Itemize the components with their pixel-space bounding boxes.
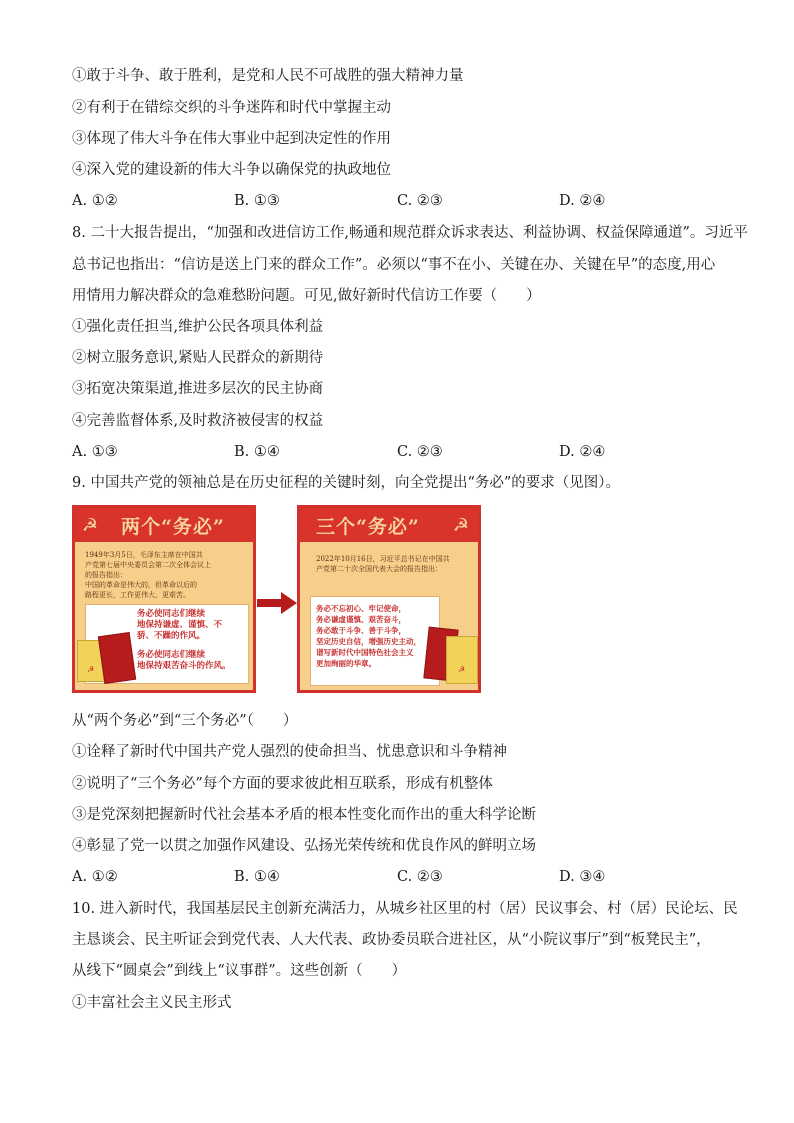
q7-choices xyxy=(72,191,732,211)
q8-choice-a: A. ①③ xyxy=(72,444,118,460)
q7-choice-a: A. ①② xyxy=(72,193,118,209)
q9-option-2: ②说明了“三个务必”每个方面的要求彼此相互联系，形成有机整体 xyxy=(72,776,493,792)
q8-stem-line-3: 用情用力解决群众的急难愁盼问题。可见,做好新时代信访工作要（ ） xyxy=(72,288,541,304)
q9-option-3: ③是党深刻把握新时代社会基本矛盾的根本性变化而作出的重大科学论断 xyxy=(72,807,536,823)
book-red xyxy=(98,632,136,684)
q7-option-2: ②有利于在错综交织的斗争迷阵和时代中掌握主动 xyxy=(72,100,391,116)
q8-stem-line-1: 8. 二十大报告提出，“加强和改进信访工作,畅通和规范群众诉求表达、利益协调、权益保障通道”。习近平 xyxy=(72,225,748,241)
q8-option-2: ②树立服务意识,紧贴人民群众的新期待 xyxy=(72,350,324,366)
poster-two-musts xyxy=(72,505,256,693)
poster-requirements: 务必使同志们继续 地保持谦虚、谨慎、不 骄、不躁的作风。 务必使同志们继续 地保持艰苦奋斗的作风。 xyxy=(137,609,231,671)
party-emblem-icon: ☭ xyxy=(458,665,466,674)
q8-stem-line-2: 总书记也指出：“信访是送上门来的群众工作”。必须以“事不在小、关键在办、关键在早”的态度,用心 xyxy=(72,257,716,273)
party-emblem-icon: ☭ xyxy=(87,665,95,674)
q9-choice-a: A. ①② xyxy=(72,869,118,885)
poster-requirements: 务必不忘初心、牢记使命， 务必谦虚谨慎、艰苦奋斗， 务必敢于斗争、善于斗争， 坚定历史自信，增强历史主动， 谱写新时代中国特色社会主义 更加绚丽的华章。 xyxy=(316,604,421,668)
q9-choice-c: C. ②③ xyxy=(397,869,443,885)
poster-intro: 2022年10月16日，习近平总书记在中国共 产党第二十次全国代表大会的报告指出： xyxy=(316,555,450,573)
q7-option-3: ③体现了伟大斗争在伟大事业中起到决定性的作用 xyxy=(72,131,391,147)
q8-choice-d: D. ②④ xyxy=(559,444,606,460)
q7-choice-b: B. ①③ xyxy=(234,193,280,209)
q7-option-1: ①敢于斗争、敢于胜利，是党和人民不可战胜的强大精神力量 xyxy=(72,68,464,84)
q10-option-1: ①丰富社会主义民主形式 xyxy=(72,995,232,1011)
q7-choice-d: D. ②④ xyxy=(559,193,606,209)
q8-choice-b: B. ①④ xyxy=(234,444,280,460)
q8-choice-c: C. ②③ xyxy=(397,444,443,460)
q10-stem-line-1: 10. 进入新时代，我国基层民主创新充满活力，从城乡社区里的村（居）民议事会、村（居）民论坛、民 xyxy=(72,901,738,917)
q9-question: 从“两个务必”到“三个务必”（ ） xyxy=(72,713,298,729)
q8-option-1: ①强化责任担当,维护公民各项具体利益 xyxy=(72,319,324,335)
q10-stem-line-3: 从线下“圆桌会”到线上“议事群”。这些创新（ ） xyxy=(72,963,407,979)
poster-title: 三个“务必” xyxy=(316,516,420,538)
q9-choice-d: D. ③④ xyxy=(559,869,606,885)
q9-option-4: ④彰显了党一以贯之加强作风建设、弘扬光荣传统和优良作风的鲜明立场 xyxy=(72,838,536,854)
party-emblem-icon: ☭ xyxy=(81,515,99,536)
q8-option-3: ③拓宽决策渠道,推进多层次的民主协商 xyxy=(72,381,324,397)
poster-title: 两个“务必” xyxy=(121,516,225,538)
q9-stem: 9. 中国共产党的领袖总是在历史征程的关键时刻，向全党提出“务必”的要求（见图）。 xyxy=(72,475,621,491)
q7-choice-c: C. ②③ xyxy=(397,193,443,209)
q9-option-1: ①诠释了新时代中国共产党人强烈的使命担当、忧患意识和斗争精神 xyxy=(72,744,507,760)
poster-intro: 1949年3月5日，毛泽东主席在中国共 产党第七届中央委员会第二次全体会议上 的报告指出： 中国的革命是伟大的，但革命以后的 路程更长，工作更伟大，更艰苦。 xyxy=(85,551,211,599)
q8-option-4: ④完善监督体系,及时救济被侵害的权益 xyxy=(72,413,324,429)
q10-stem-line-2: 主恳谈会、民主听证会到党代表、人大代表、政协委员联合进社区，从“小院议事厅”到“板凳民主”， xyxy=(72,932,711,948)
party-emblem-icon: ☭ xyxy=(452,515,470,536)
book-yellow xyxy=(446,636,478,684)
poster-three-musts xyxy=(297,505,481,693)
arrow-right-icon xyxy=(257,592,297,614)
q7-option-4: ④深入党的建设新的伟大斗争以确保党的执政地位 xyxy=(72,162,391,178)
q9-choices xyxy=(72,867,732,887)
q8-choices xyxy=(72,442,732,462)
q9-choice-b: B. ①④ xyxy=(234,869,280,885)
